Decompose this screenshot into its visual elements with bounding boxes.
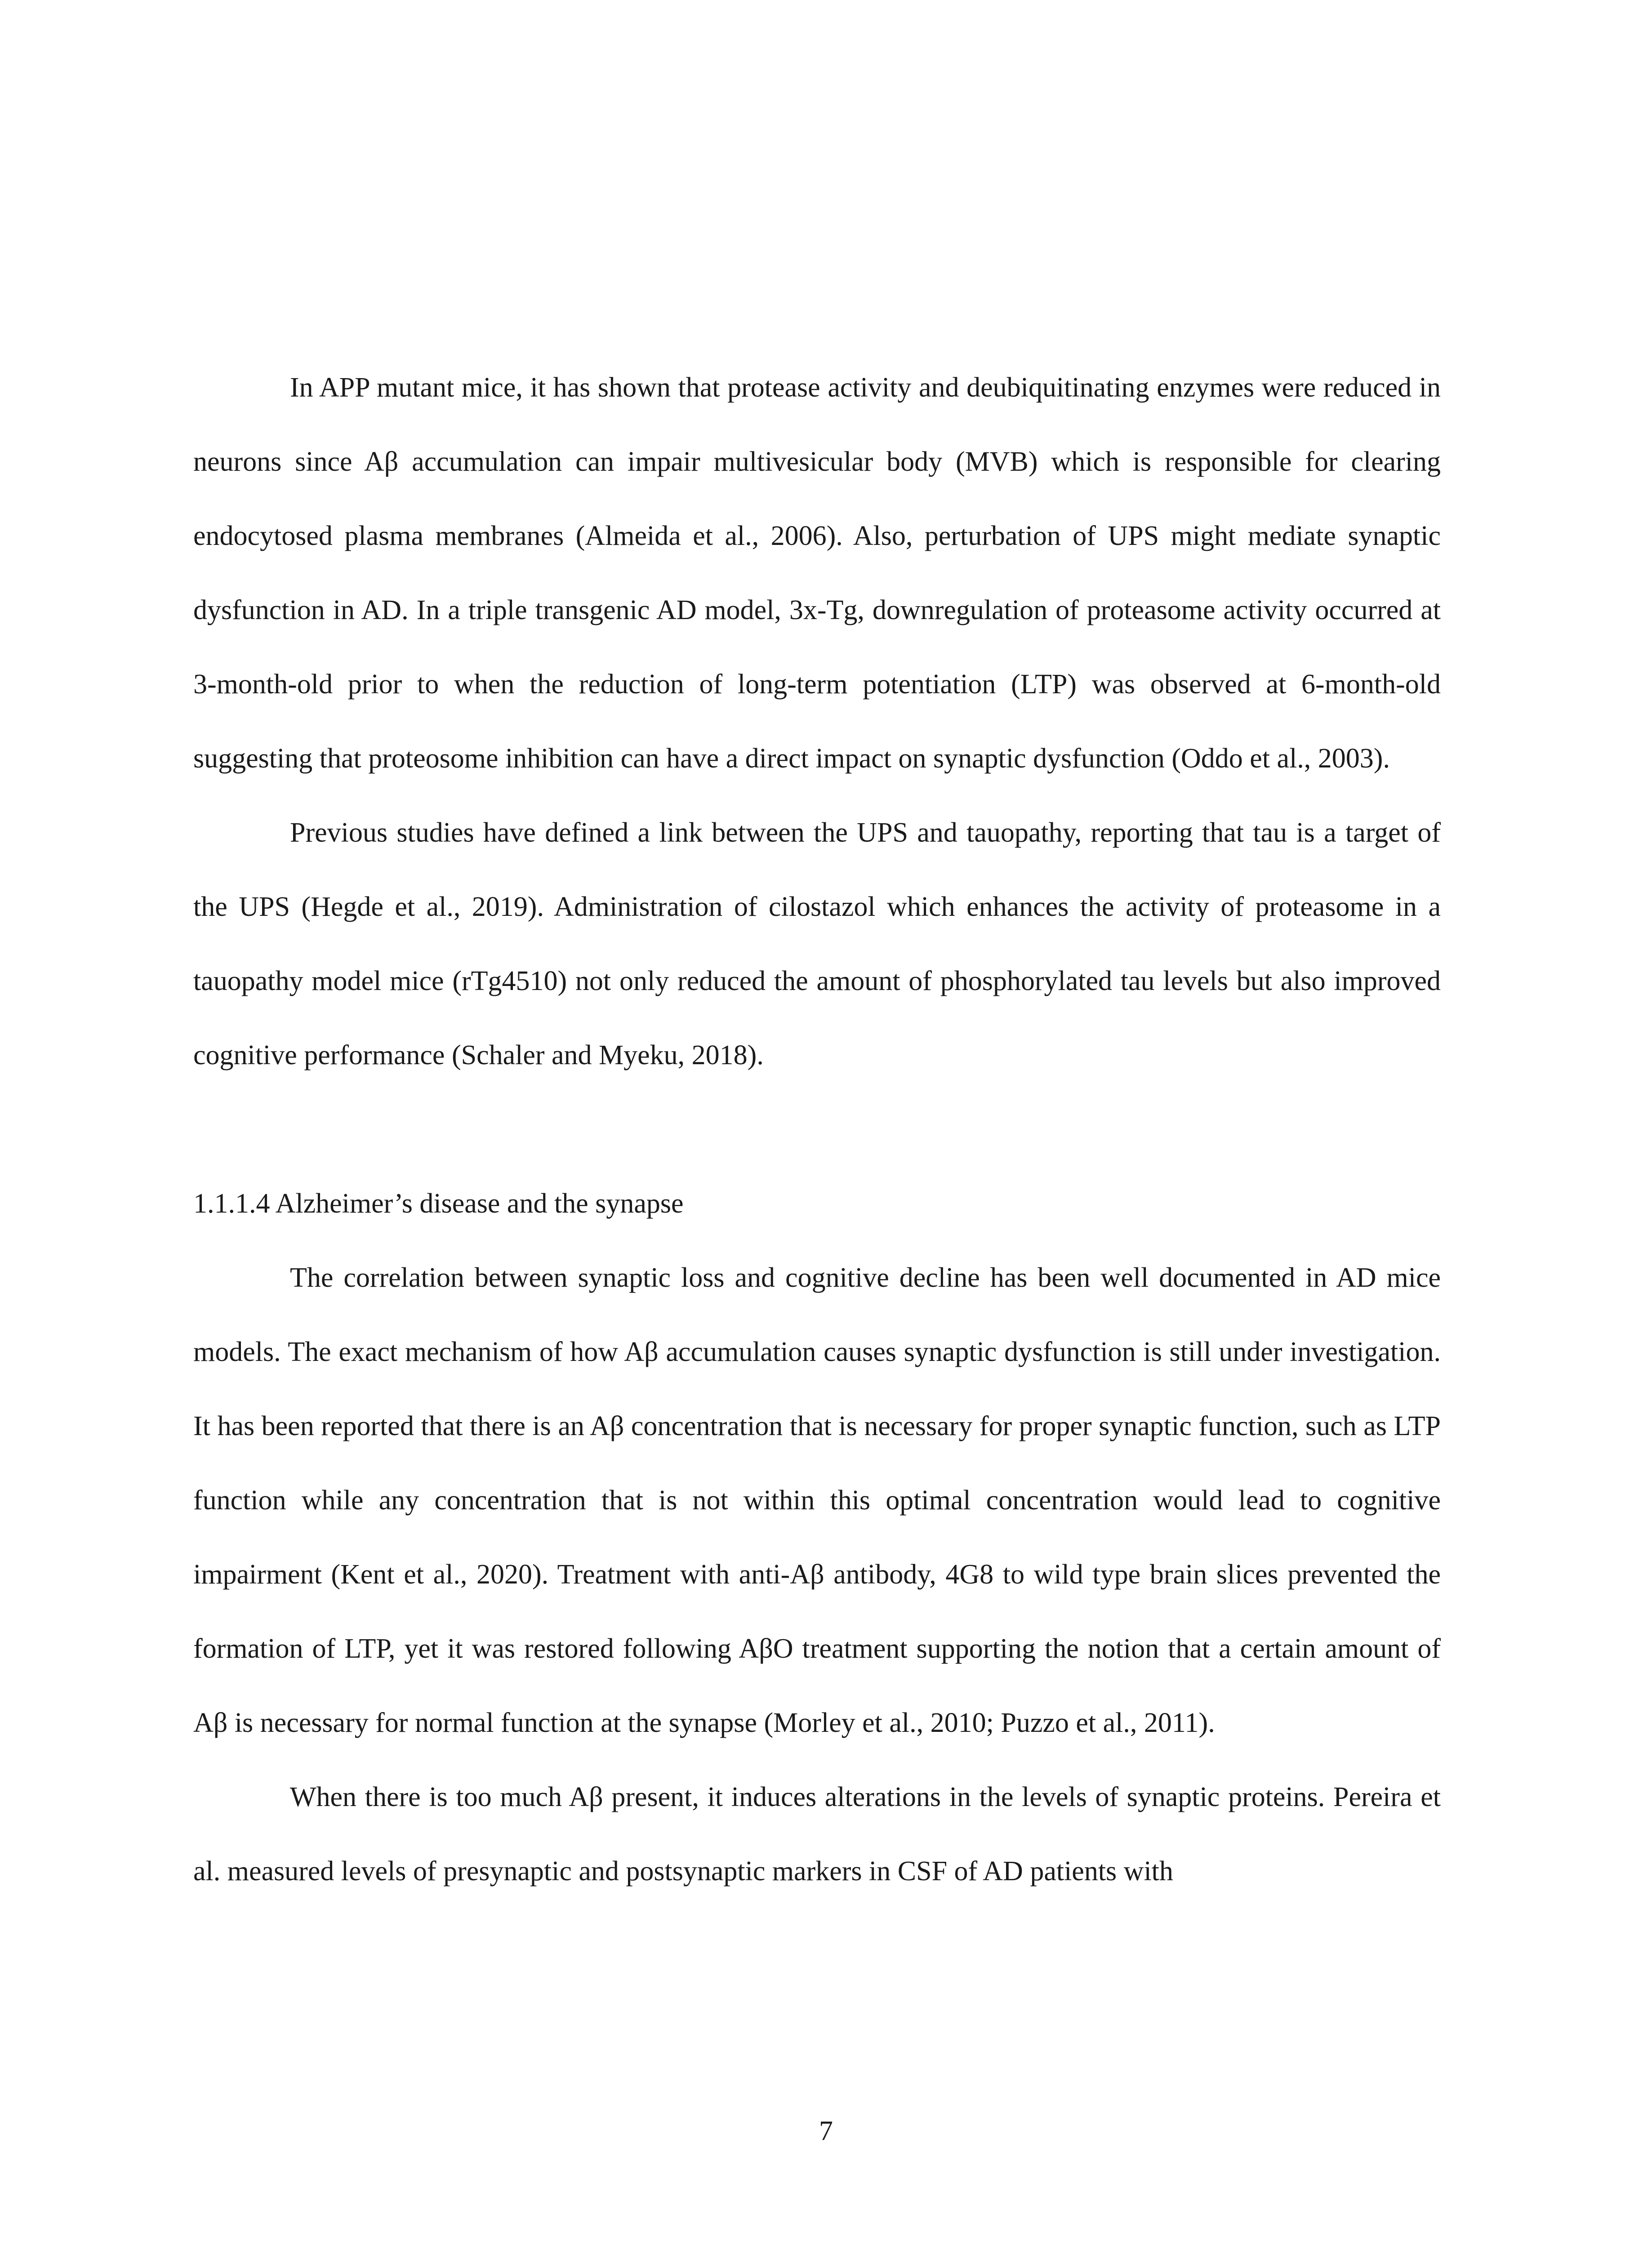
page-number: 7 <box>819 2116 833 2146</box>
paragraph-app-mutant-mice: In APP mutant mice, it has shown that protease activity and deubiquitinating enzymes were reduced in neurons since Aβ accumulation can impair multivesicular body (MVB) which is responsible for clearing endocytosed plasma membranes (Almeida et al., 2006). Also, perturbation of UPS might mediate synaptic dysfunction in AD. In a triple transgenic AD model, 3x-Tg, downregulation of proteasome activity occurred at 3-month-old prior to when the reduction of long-term potentiation (LTP) was observed at 6-month-old suggesting that proteosome inhibition can have a direct impact on synaptic dysfunction (Oddo et al., 2003). <box>193 372 1441 774</box>
page-body <box>193 351 1441 1909</box>
paragraph-synaptic-loss: The correlation between synaptic loss and cognitive decline has been well documented in AD mice models. The exact mechanism of how Aβ accumulation causes synaptic dysfunction is still under investigation. It has been reported that there is an Aβ concentration that is necessary for proper synaptic function, such as LTP function while any concentration that is not within this optimal concentration would lead to cognitive impairment (Kent et al., 2020). Treatment with anti-Aβ antibody, 4G8 to wild type brain slices prevented the formation of LTP, yet it was restored following AβO treatment supporting the notion that a certain amount of Aβ is necessary for normal function at the synapse (Morley et al., 2010; Puzzo et al., 2011). <box>193 1262 1441 1738</box>
section-heading: 1.1.1.4 Alzheimer’s disease and the synapse <box>193 1188 684 1219</box>
paragraph-ups-tauopathy: Previous studies have defined a link between the UPS and tauopathy, reporting that tau is a target of the UPS (Hegde et al., 2019). Administration of cilostazol which enhances the activity of proteasome in a tauopathy model mice (rTg4510) not only reduced the amount of phosphorylated tau levels but also improved cognitive performance (Schaler and Myeku, 2018). <box>193 817 1441 1070</box>
section-spacer <box>193 1093 1441 1167</box>
paragraph-too-much-abeta: When there is too much Aβ present, it induces alterations in the levels of synaptic proteins. Pereira et al. measured levels of presynaptic and postsynaptic markers in CSF of AD patients with <box>193 1782 1441 1887</box>
